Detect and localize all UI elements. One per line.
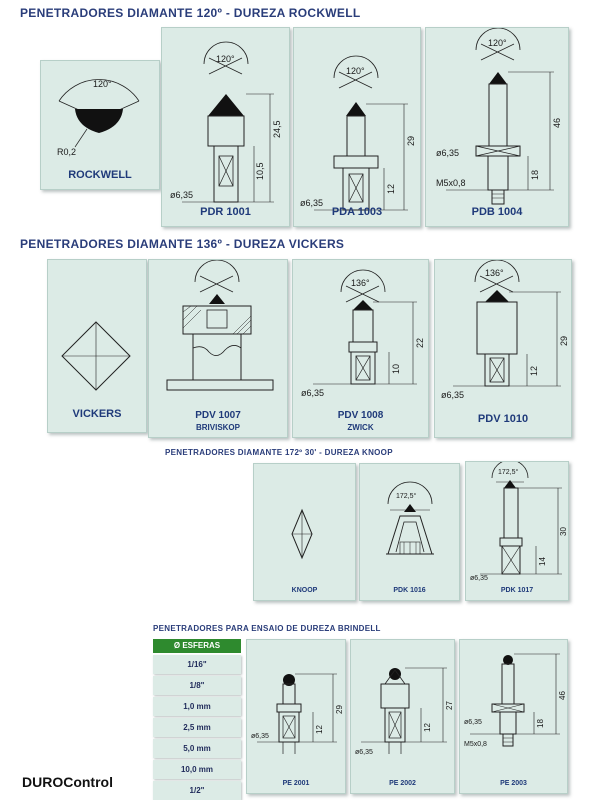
product-card-pda-1003[interactable] — [293, 27, 421, 227]
rockwell-tip-card — [40, 60, 160, 190]
pdb-1004-diameter: ø6,35 — [436, 148, 460, 158]
pdv-1010-diameter: ø6,35 — [441, 390, 465, 400]
pe-2002-dim-a: 27 — [445, 701, 454, 710]
knoop-tip-card — [253, 463, 356, 601]
pdk-1017-angle: 172,5° — [498, 469, 519, 476]
heading-knoop: PENETRADORES DIAMANTE 172º 30' - DUREZA KNOOP — [165, 448, 393, 457]
product-card-pdv-1007[interactable] — [148, 259, 288, 438]
pdv-1010-code: PDV 1010 — [477, 413, 529, 425]
pda-1003-drawing — [294, 28, 420, 226]
pe-2002-diameter: ø6,35 — [355, 749, 373, 756]
product-card-pdv-1010[interactable] — [434, 259, 572, 438]
brinell-size-row: 1/16" — [153, 655, 241, 674]
pdv-1008-code: PDV 1008 — [337, 410, 384, 421]
heading-rockwell: PENETRADORES DIAMANTE 120º - DUREZA ROCKWELL — [20, 6, 361, 20]
product-card-pdk-1017[interactable] — [465, 461, 569, 601]
pdv-1008-dim-b: 10 — [391, 363, 401, 374]
pdb-1004-code: PDB 1004 — [471, 206, 523, 218]
pe-2001-drawing — [247, 640, 345, 793]
pdr-1001-dim-a: 24,5 — [272, 120, 282, 138]
pe-2003-drawing — [460, 640, 567, 793]
pda-1003-diameter: ø6,35 — [300, 198, 324, 208]
pdv-1008-dim-a: 22 — [415, 337, 425, 348]
pdv-1007-sub: BRIVISKOP — [195, 423, 240, 432]
pdk-1017-dim-a: 30 — [559, 527, 568, 536]
pdb-1004-dim-b: 18 — [530, 169, 540, 180]
pe-2001-dim-a: 29 — [335, 705, 344, 714]
pdk-1016-code: PDK 1016 — [393, 587, 426, 594]
rockwell-tip-angle: 120° — [93, 79, 112, 89]
pdb-1004-thread: M5x0,8 — [436, 178, 466, 188]
pdv-1010-drawing — [435, 260, 571, 437]
heading-brinell: PENETRADORES PARA ENSAIO DE DUREZA BRINDELL — [153, 624, 381, 633]
pdr-1001-angle: 120° — [216, 54, 235, 64]
pdk-1017-code: PDK 1017 — [500, 587, 534, 594]
pda-1003-dim-a: 29 — [406, 135, 416, 146]
pdb-1004-drawing — [426, 28, 568, 226]
product-card-pe-2003[interactable] — [459, 639, 568, 794]
pe-2002-dim-b: 12 — [423, 723, 432, 732]
pdb-1004-dim-a: 46 — [552, 117, 562, 128]
knoop-tip-drawing — [254, 464, 355, 600]
pda-1003-code: PDA 1003 — [331, 206, 383, 218]
rockwell-tip-radius: R0,2 — [57, 147, 77, 157]
product-card-pe-2002[interactable] — [350, 639, 455, 794]
brinell-size-row: 2,5 mm — [153, 718, 241, 737]
pdv-1010-angle: 136° — [485, 268, 504, 278]
brinell-size-row: 5,0 mm — [153, 739, 241, 758]
pdv-1008-angle: 136° — [351, 278, 370, 288]
pdk-1017-dim-b: 14 — [538, 557, 547, 566]
pe-2001-dim-b: 12 — [315, 725, 324, 734]
brinell-table-header: Ø ESFERAS — [153, 639, 241, 653]
vickers-tip-drawing — [48, 260, 146, 432]
pe-2002-drawing — [351, 640, 454, 793]
pe-2002-code: PE 2002 — [389, 780, 416, 787]
pdk-1017-diameter: ø6,35 — [470, 575, 488, 582]
pe-2003-code: PE 2003 — [500, 780, 527, 787]
brand-logo-text: DUROControl — [22, 774, 113, 790]
pe-2001-code: PE 2001 — [282, 780, 310, 787]
pdk-1016-drawing — [360, 464, 459, 600]
brinell-size-row: 1/2" — [153, 781, 241, 800]
heading-vickers: PENETRADORES DIAMANTE 136º - DUREZA VICKERS — [20, 237, 345, 251]
product-card-pdb-1004[interactable] — [425, 27, 569, 227]
pdv-1010-dim-a: 29 — [559, 335, 569, 346]
vickers-tip-label: VICKERS — [72, 408, 122, 420]
pdk-1016-angle: 172,5° — [396, 493, 417, 500]
brinell-size-row: 10,0 mm — [153, 760, 241, 779]
pdv-1008-diameter: ø6,35 — [301, 388, 325, 398]
pdr-1001-code: PDR 1001 — [200, 206, 251, 218]
pda-1003-angle: 120° — [346, 66, 365, 76]
pe-2003-thread: M5x0,8 — [464, 741, 487, 748]
pe-2003-diameter: ø6,35 — [464, 719, 482, 726]
pdb-1004-angle: 120° — [488, 38, 507, 48]
pdv-1008-sub: ZWICK — [347, 423, 374, 432]
product-card-pdv-1008[interactable] — [292, 259, 429, 438]
pe-2001-diameter: ø6,35 — [251, 733, 269, 740]
product-card-pe-2001[interactable] — [246, 639, 346, 794]
brinell-sizes-table — [153, 639, 241, 800]
pda-1003-dim-b: 12 — [386, 183, 396, 194]
vickers-tip-card — [47, 259, 147, 433]
rockwell-tip-label: ROCKWELL — [68, 169, 132, 181]
pe-2003-dim-a: 46 — [558, 691, 567, 700]
pdr-1001-drawing — [162, 28, 289, 226]
knoop-tip-label: KNOOP — [291, 587, 318, 594]
pdv-1007-code: PDV 1007 — [195, 410, 241, 421]
product-card-pdr-1001[interactable] — [161, 27, 290, 227]
brinell-size-row: 1/8" — [153, 676, 241, 695]
pe-2003-dim-b: 18 — [536, 719, 545, 728]
pdr-1001-dim-b: 10,5 — [255, 162, 265, 180]
pdv-1010-dim-b: 12 — [529, 365, 539, 376]
product-card-pdk-1016[interactable] — [359, 463, 460, 601]
pdk-1017-drawing — [466, 462, 568, 600]
brinell-size-row: 1,0 mm — [153, 697, 241, 716]
pdr-1001-diameter: ø6,35 — [170, 190, 194, 200]
